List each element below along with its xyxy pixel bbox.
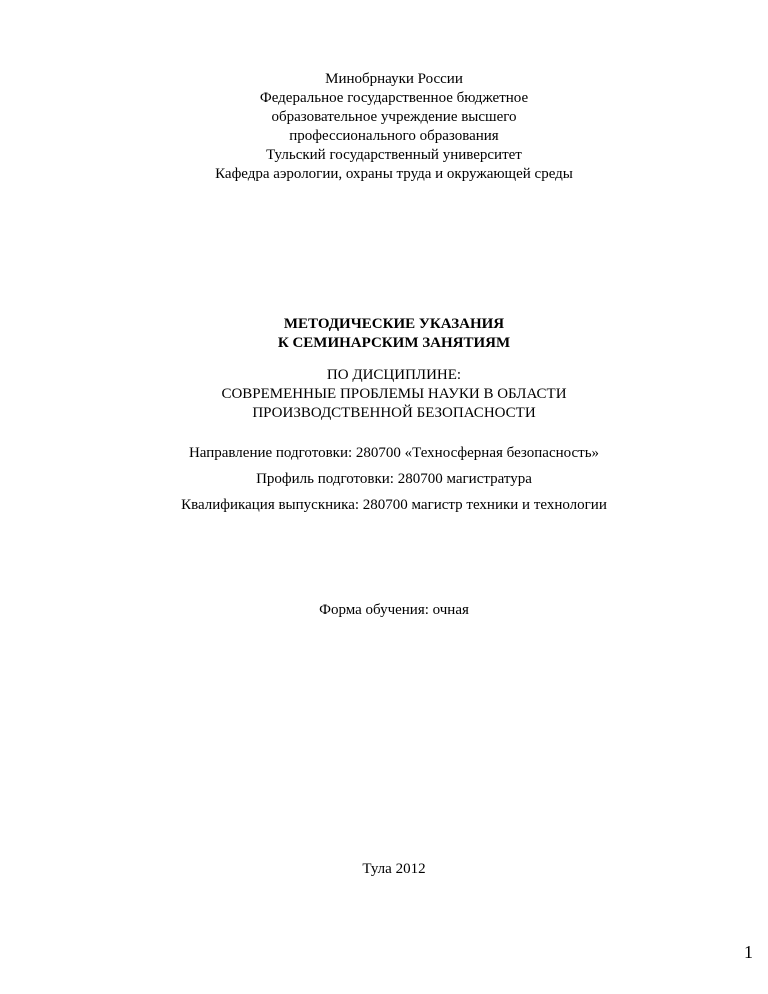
training-direction: Направление подготовки: 280700 «Техносферная безопасность»	[188, 445, 600, 461]
study-form: Форма обучения: очная	[319, 602, 469, 618]
title-line-1: МЕТОДИЧЕСКИЕ УКАЗАНИЯ	[283, 316, 505, 332]
page-number: 1	[744, 942, 753, 962]
discipline-block	[10, 366, 768, 423]
department-name: Кафедра аэрологии, охраны труда и окружающей среды	[215, 166, 573, 182]
discipline-name-line-1: СОВРЕМЕННЫЕ ПРОБЛЕМЫ НАУКИ В ОБЛАСТИ	[221, 386, 567, 402]
training-profile: Профиль подготовки: 280700 магистратура	[256, 471, 532, 487]
ministry-line: Минобрнауки России	[325, 71, 463, 87]
institution-type-line: Федеральное государственное бюджетное	[259, 90, 529, 106]
document-title	[10, 315, 768, 353]
institution-type-line-3: профессионального образования	[289, 128, 499, 144]
institution-header	[10, 70, 768, 184]
title-line-2: К СЕМИНАРСКИМ ЗАНЯТИЯМ	[277, 335, 511, 351]
discipline-label: ПО ДИСЦИПЛИНЕ:	[326, 367, 462, 383]
university-name: Тульский государственный университет	[266, 147, 522, 163]
discipline-name-line-2: ПРОИЗВОДСТВЕННОЙ БЕЗОПАСНОСТИ	[252, 405, 536, 421]
city-year: Тула 2012	[362, 861, 426, 877]
graduate-qualification: Квалификация выпускника: 280700 магистр техники и технологии	[181, 497, 607, 513]
institution-type-line-2: образовательное учреждение высшего	[271, 109, 517, 125]
